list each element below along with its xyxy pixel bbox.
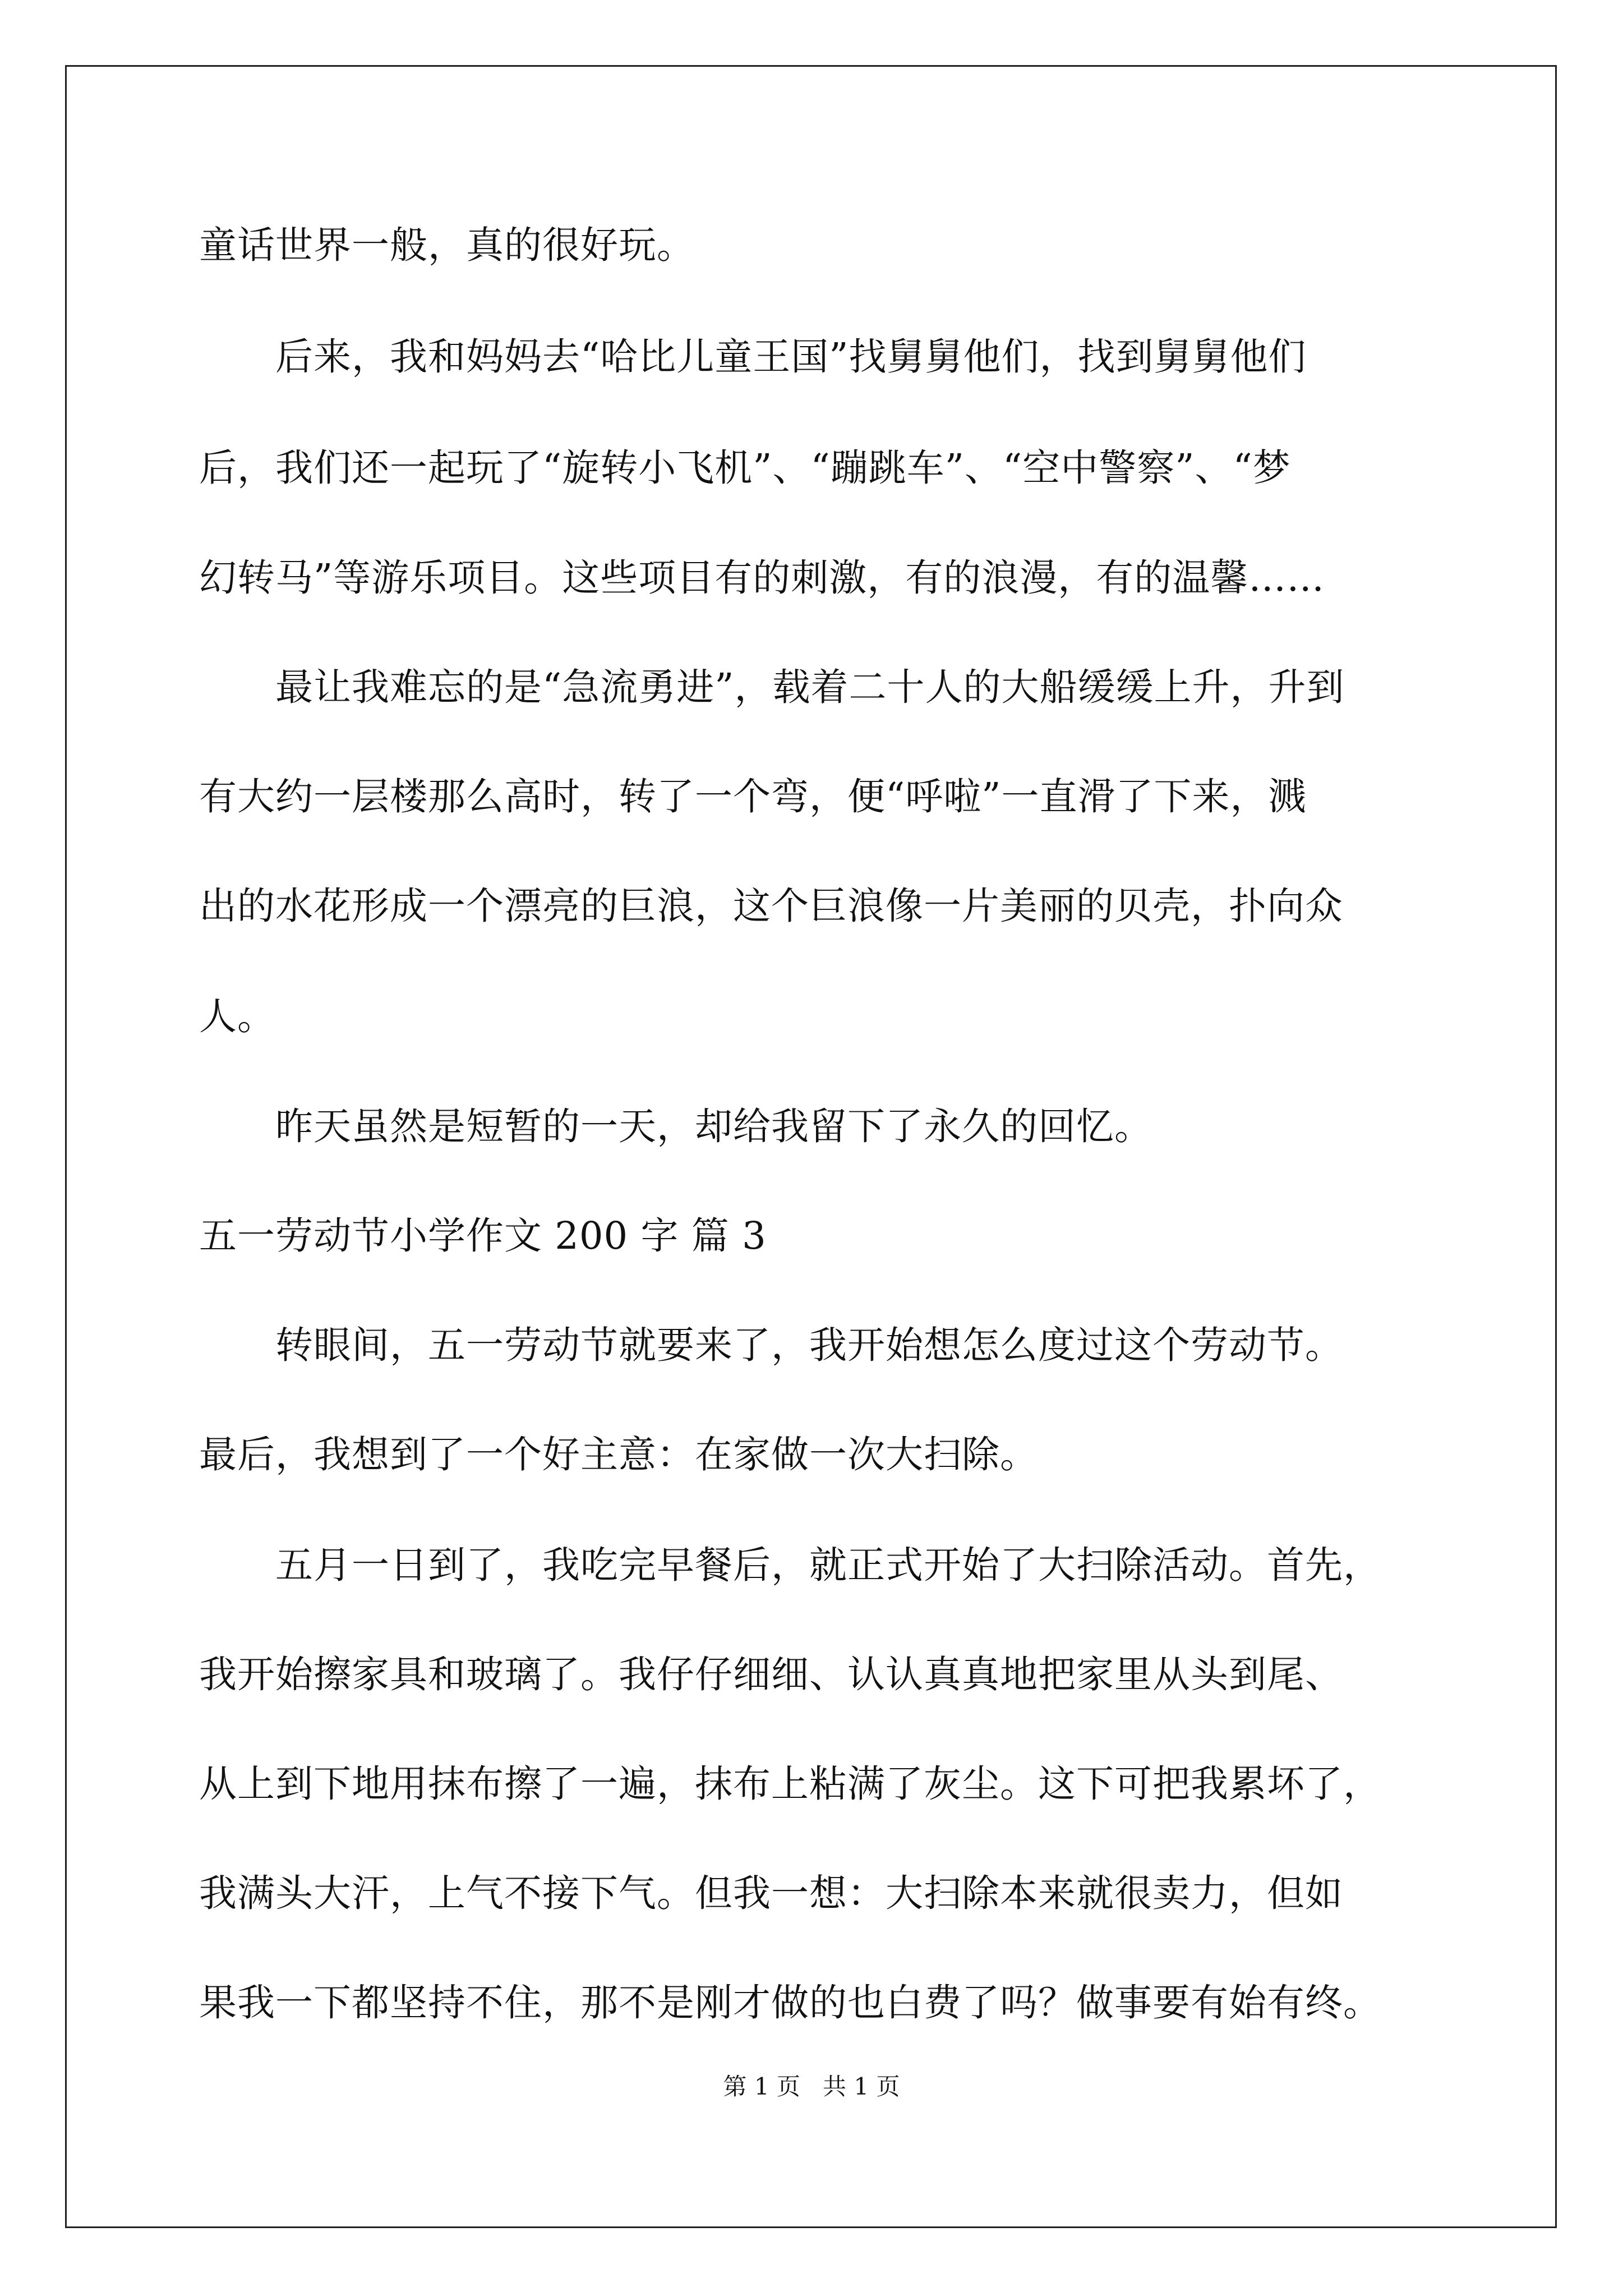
section-heading: 五一劳动节小学作文 200 字 篇 3: [199, 1214, 767, 1258]
line-12: 最后，我想到了一个好主意：在家做一次大扫除。: [199, 1433, 1038, 1476]
line-16: 我满头大汗，上气不接下气。但我一想：大扫除本来就很卖力，但如: [199, 1871, 1343, 1915]
page-footer: 第 1 页 共 1 页: [723, 2073, 900, 2100]
line-1: 童话世界一般，真的很好玩。: [199, 223, 695, 267]
line-5: 最让我难忘的是“急流勇进”，载着二十人的大船缓缓上升，升到: [199, 665, 1345, 709]
line-17: 果我一下都坚持不住，那不是刚才做的也白费了吗？做事要有始有终。: [199, 1981, 1381, 2024]
line-14: 我开始擦家具和玻璃了。我仔仔细细、认认真真地把家里从头到尾、: [199, 1653, 1343, 1696]
line-8: 人。: [199, 995, 275, 1038]
line-13: 五月一日到了，我吃完早餐后，就正式开始了大扫除活动。首先，: [199, 1543, 1381, 1587]
line-3: 后，我们还一起玩了“旋转小飞机”、“蹦跳车”、“空中警察”、“梦: [199, 446, 1291, 490]
line-7: 出的水花形成一个漂亮的巨浪，这个巨浪像一片美丽的贝壳，扑向众: [199, 884, 1343, 928]
line-11: 转眼间，五一劳动节就要来了，我开始想怎么度过这个劳动节。: [199, 1323, 1343, 1367]
line-2: 后来，我和妈妈去“哈比儿童王国”找舅舅他们，找到舅舅他们: [199, 335, 1307, 379]
line-9: 昨天虽然是短暂的一天，却给我留下了永久的回忆。: [199, 1105, 1152, 1148]
line-4: 幻转马”等游乐项目。这些项目有的刺激，有的浪漫，有的温馨……: [199, 556, 1325, 600]
line-6: 有大约一层楼那么高时，转了一个弯，便“呼啦”一直滑了下来，溅: [199, 775, 1307, 818]
line-15: 从上到下地用抹布擦了一遍，抹布上粘满了灰尘。这下可把我累坏了，: [199, 1762, 1381, 1806]
